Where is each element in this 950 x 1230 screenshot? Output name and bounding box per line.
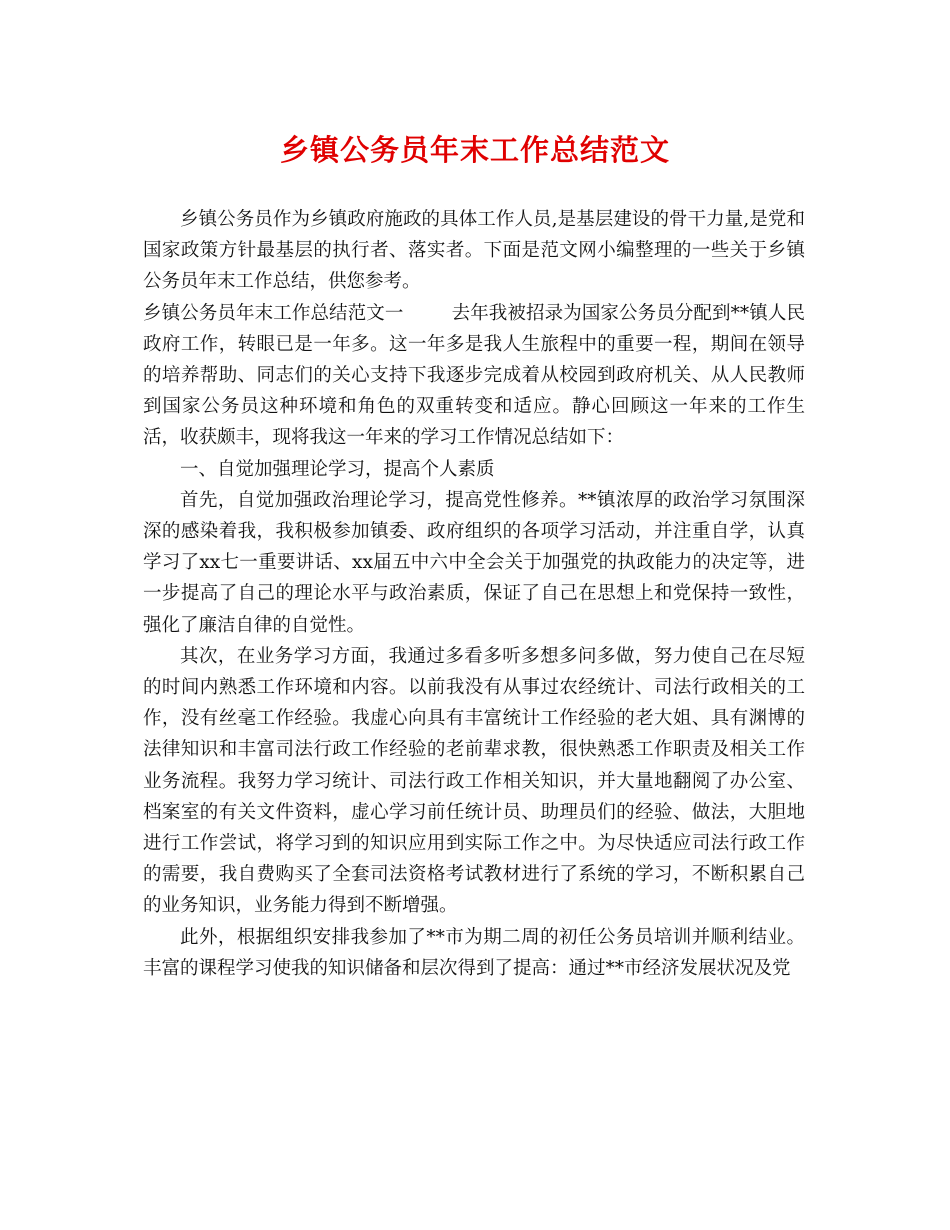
section-one-text: 去年我被招录为国家公务员分配到**镇人民政府工作，转眼已是一年多。这一年多是我人生旅程中的重要一程，期间在领导的培养帮助、同志们的关心支持下我逐步完成着从校园到政府机关、从人民教师到国家公务员这种环境和角色的双重转变和适应。静心回顾这一年来的工作生活，收获颇丰，现将我这一年来的学习工作情况总结如下： [143,302,805,449]
section-one-paragraph [143,298,805,454]
subheading-paragraph: 一、自觉加强理论学习，提高个人素质 [180,458,495,480]
document-title: 乡镇公务员年末工作总结范文 [279,133,670,167]
intro-paragraph: 乡镇公务员作为乡镇政府施政的具体工作人员,是基层建设的骨干力量,是党和国家政策方针最基层的执行者、落实者。下面是范文网小编整理的一些关于乡镇公务员年末工作总结，供您参考。 [143,209,805,293]
section-one-heading: 乡镇公务员年末工作总结范文一 [143,302,404,324]
body-paragraph-third: 此外，根据组织安排我参加了**市为期二周的初任公务员培训并顺利结业。丰富的课程学习使我的知识储备和层次得到了提高：通过**市经济发展状况及党 [143,926,805,979]
body-paragraph-first: 首先，自觉加强政治理论学习，提高党性修养。**镇浓厚的政治学习氛围深深的感染着我，我积极参加镇委、政府组织的各项学习活动，并注重自学，认真学习了xx七一重要讲话、xx届五中六中全会关于加强党的执政能力的决定等，进一步提高了自己的理论水平与政治素质，保证了自己在思想上和党保持一致性，强化了廉洁自律的自觉性。 [143,489,805,636]
document-body [143,204,805,984]
body-paragraph-second: 其次，在业务学习方面，我通过多看多听多想多问多做，努力使自己在尽短的时间内熟悉工作环境和内容。以前我没有从事过农经统计、司法行政相关的工作，没有丝毫工作经验。我虚心向具有丰富统计工作经验的老大姐、具有渊博的法律知识和丰富司法行政工作经验的老前辈求教，很快熟悉工作职责及相关工作业务流程。我努力学习统计、司法行政工作相关知识，并大量地翻阅了办公室、档案室的有关文件资料，虚心学习前任统计员、助理员们的经验、做法，大胆地进行工作尝试，将学习到的知识应用到实际工作之中。为尽快适应司法行政工作的需要，我自费购买了全套司法资格考试教材进行了系统的学习，不断积累自己的业务知识，业务能力得到不断增强。 [143,645,805,917]
